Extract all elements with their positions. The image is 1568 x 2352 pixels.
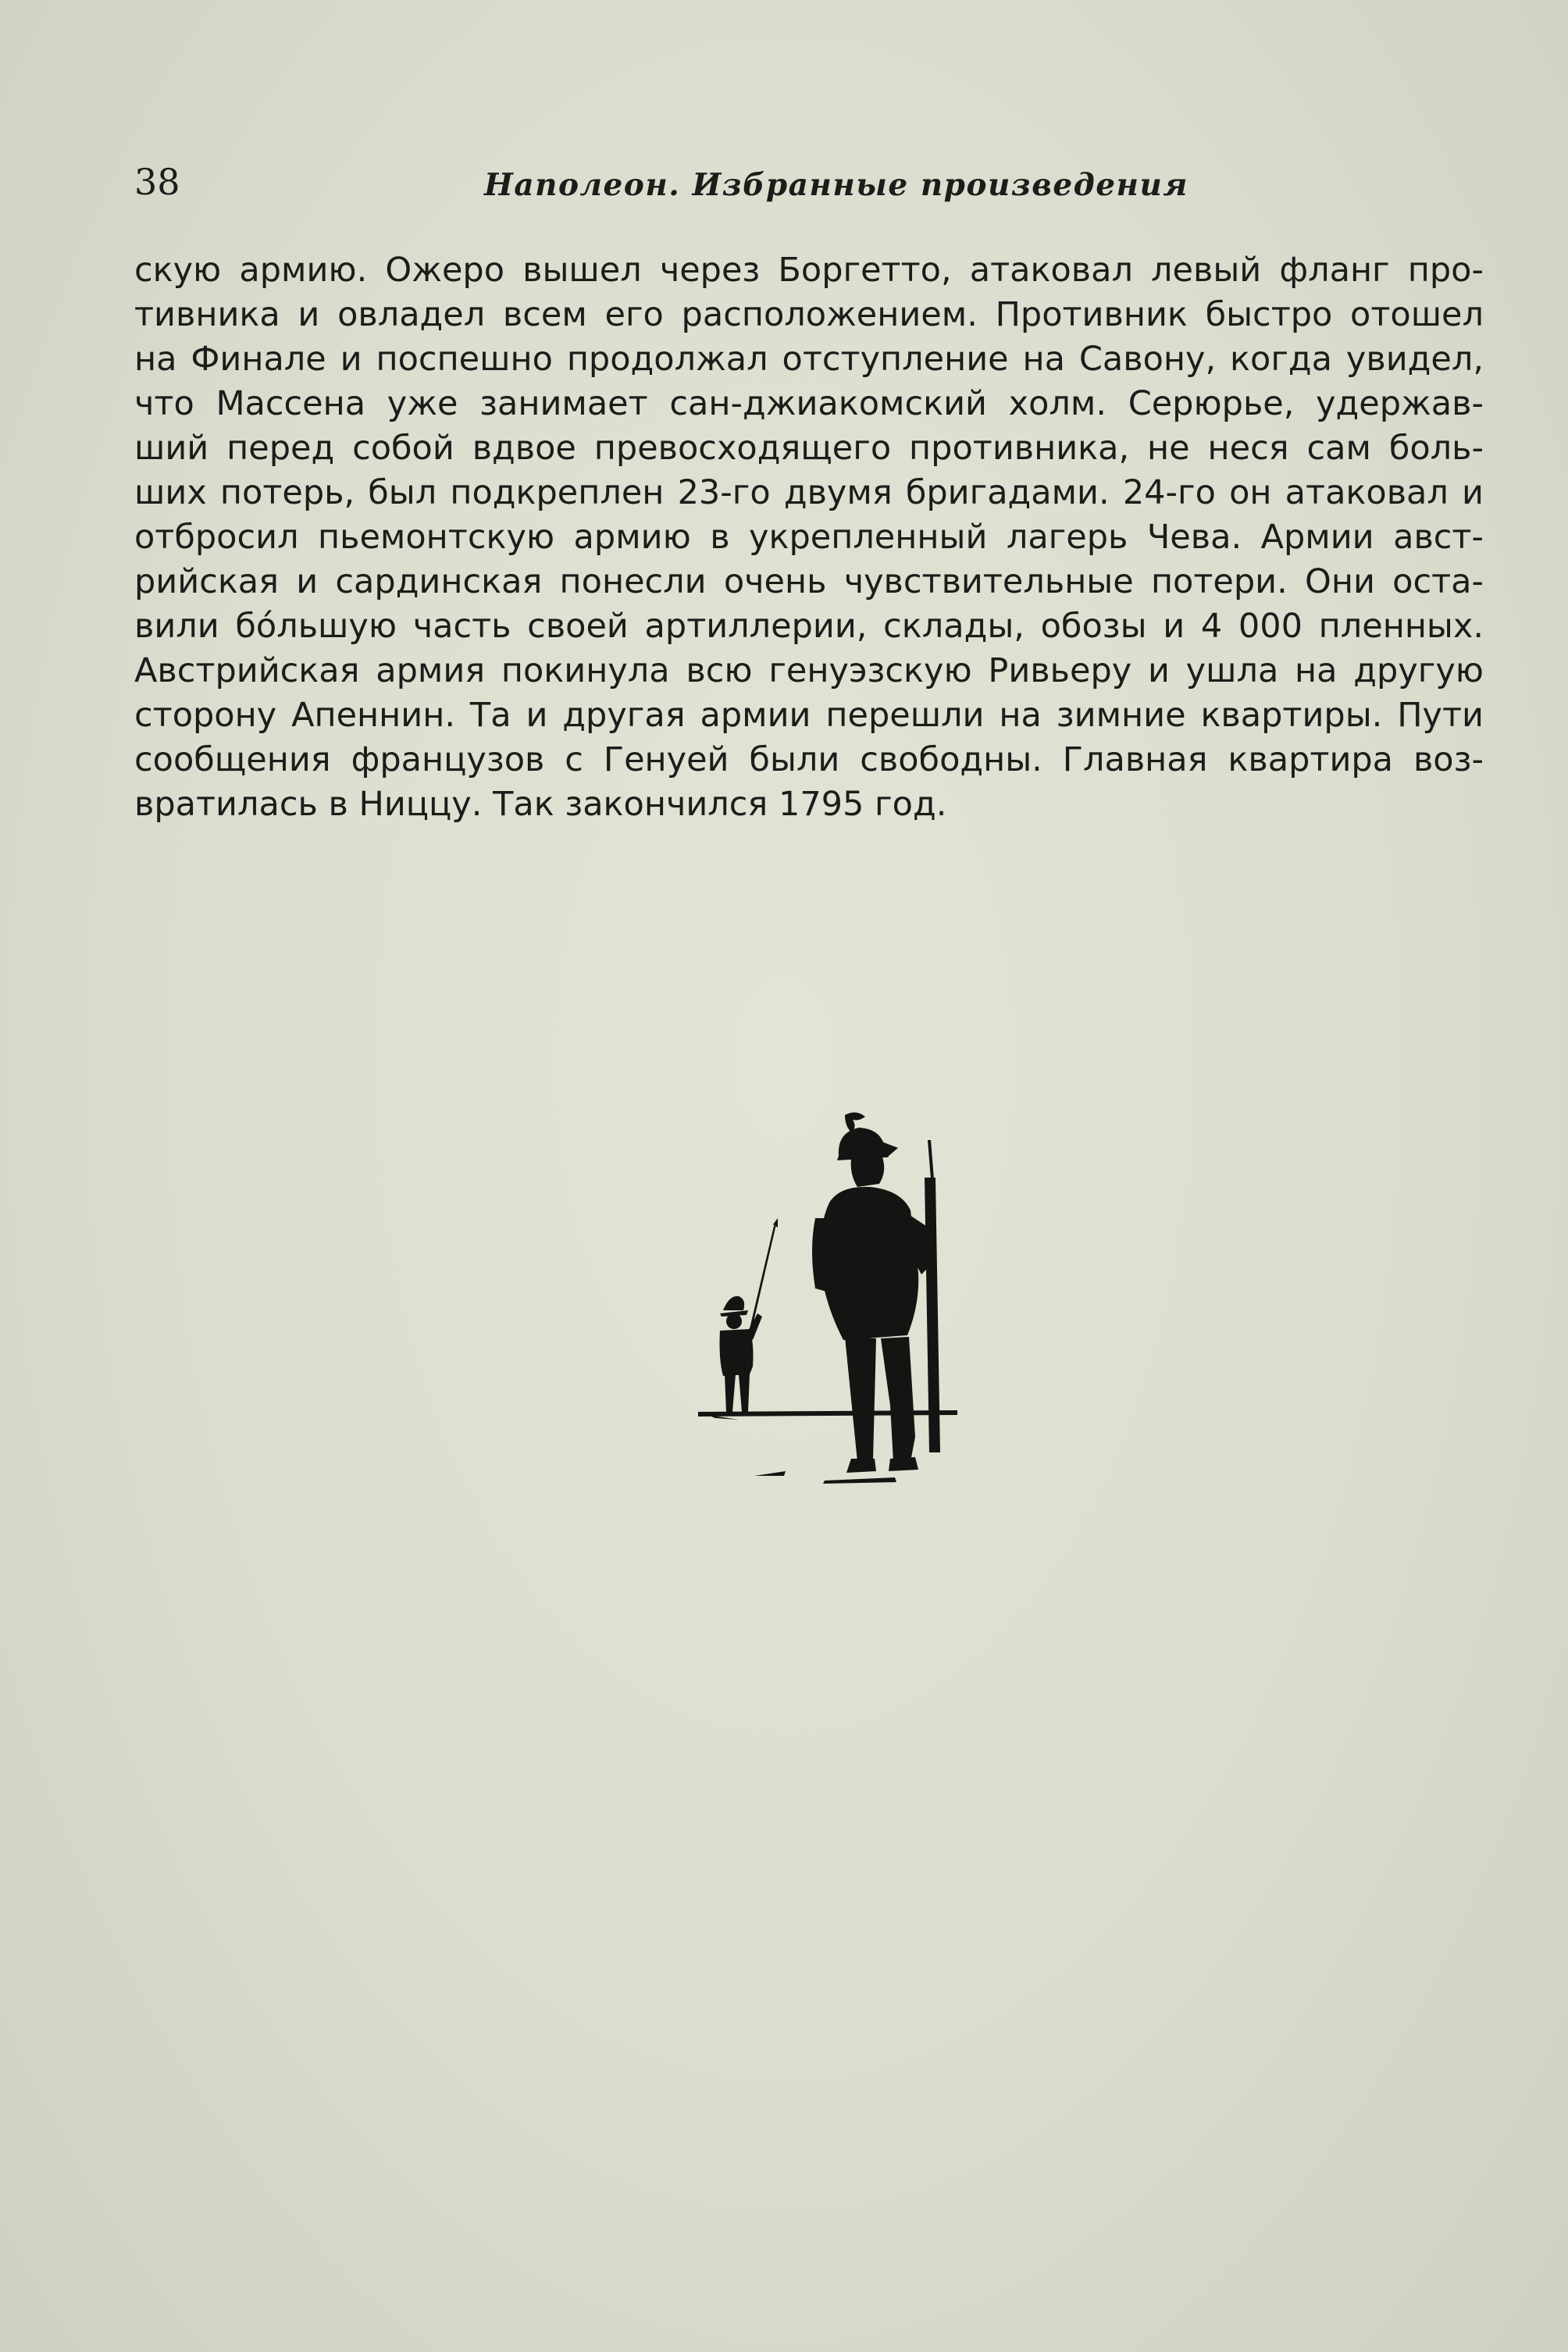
running-title: Наполеон. Избранные произведения: [484, 167, 1188, 203]
text-line: рийская и сардинская понесли очень чувствительные потери. Они оста-: [134, 562, 1484, 601]
text-line: отбросил пьемонтскую армию в укрепленный лагерь Чева. Армии авст-: [134, 518, 1484, 557]
text-line: ший перед собой вдвое превосходящего противника, не неся сам боль-: [134, 429, 1484, 468]
text-line: Австрийская армия покинула всю генуэзскую Ривьеру и ушла на другую: [134, 651, 1484, 690]
text-line: скую армию. Ожеро вышел через Боргетто, атаковал левый фланг про-: [134, 251, 1484, 290]
body-text: [134, 248, 1484, 827]
large-soldier-figure: [812, 1112, 940, 1473]
text-line: тивника и овладел всем его расположением. Противник быстро отошел: [134, 295, 1484, 334]
text-line: на Финале и поспешно продолжал отступление на Савону, когда увидел,: [134, 340, 1484, 379]
text-line: что Массена уже занимает сан-джиакомский холм. Серюрье, удержав-: [134, 384, 1484, 423]
small-soldier-figure: [720, 1218, 779, 1412]
text-line: ших потерь, был подкреплен 23-го двумя бригадами. 24-го он атаковал и: [134, 473, 1484, 512]
text-line: сторону Апеннин. Та и другая армии перешли на зимние квартиры. Пути: [134, 696, 1484, 735]
soldiers-silhouette-icon: [692, 1109, 965, 1484]
page-number: 38: [134, 161, 180, 203]
text-line: вили бóльшую часть своей артиллерии, склады, обозы и 4 000 пленных.: [134, 607, 1484, 646]
running-head: [134, 161, 1490, 208]
text-line: вратилась в Ниццу. Так закончился 1795 год.: [134, 785, 947, 824]
text-line: сообщения французов с Генуей были свободны. Главная квартира воз-: [134, 740, 1484, 779]
